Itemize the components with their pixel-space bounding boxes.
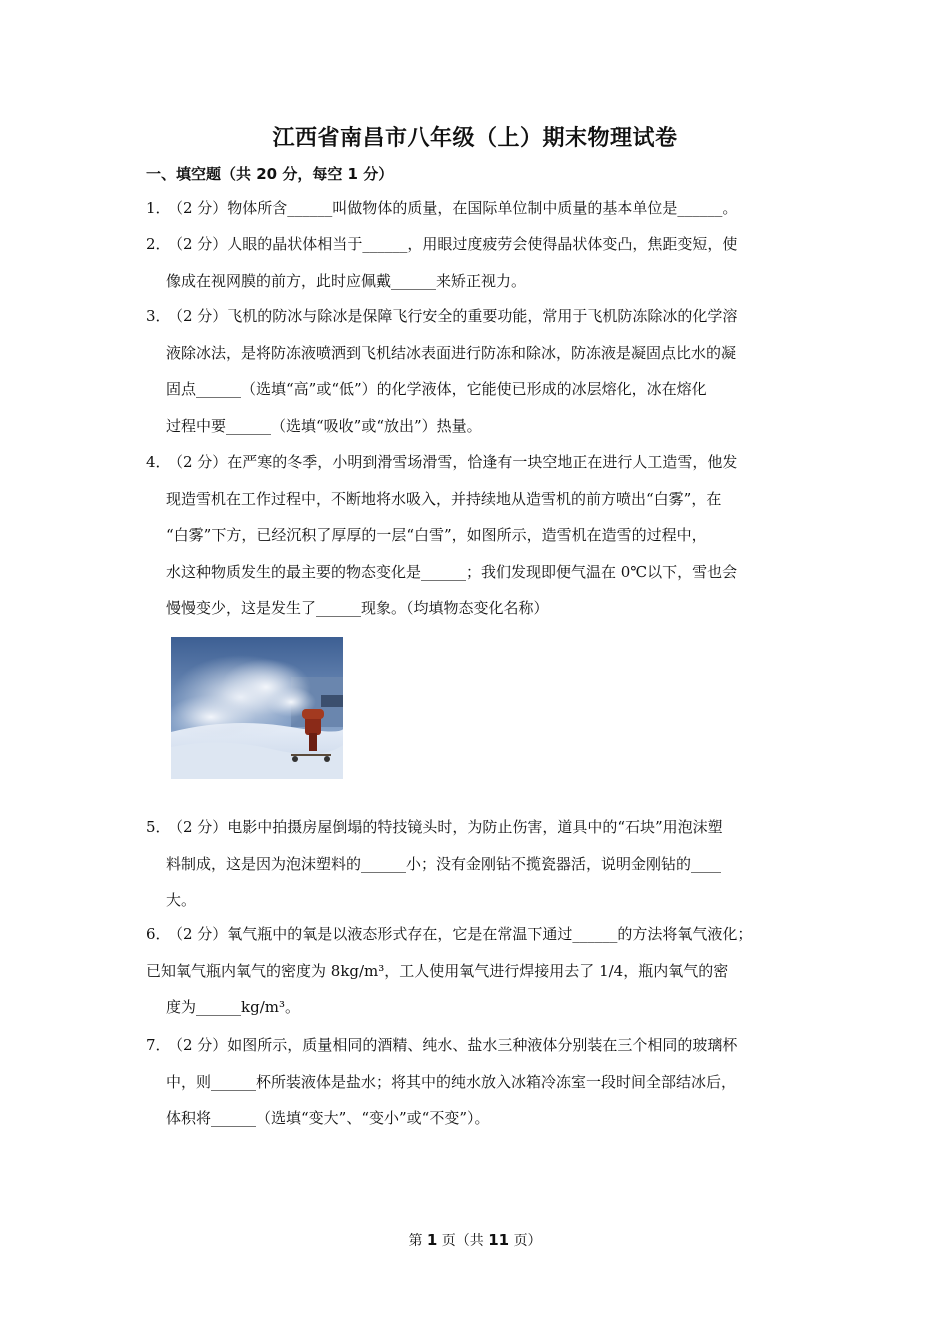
question-line: 体积将______（选填“变大”、“变小”或“不变”）。 xyxy=(166,1109,490,1127)
question-number: 2． xyxy=(146,235,171,253)
question-line: （2 分）在严寒的冬季，小明到滑雪场滑雪，恰逢有一块空地正在进行人工造雪，他发 xyxy=(168,453,738,471)
question-number: 4． xyxy=(146,453,171,471)
question-line: 固点______（选填“高”或“低”）的化学液体，它能使已形成的冰层熔化，冰在熔化 xyxy=(166,380,707,398)
question-line: 过程中要______（选填“吸收”或“放出”）热量。 xyxy=(166,416,482,435)
question-line: 度为______kg/m³。 xyxy=(166,998,300,1016)
question-number: 7． xyxy=(146,1036,171,1054)
question-line: 料制成，这是因为泡沫塑料的______小；没有金刚钻不揽瓷器活，说明金刚钻的____ xyxy=(166,854,722,873)
question-number: 6． xyxy=(146,925,171,943)
question-4 xyxy=(146,444,811,627)
question-line: 已知氧气瓶内氧气的密度为 8kg/m³，工人使用氧气进行焊接用去了 1/4，瓶内氧气的密 xyxy=(146,961,729,980)
question-1 xyxy=(146,190,811,227)
question-line: 大。 xyxy=(166,891,197,909)
section-heading: 一、填空题（共 20 分，每空 1 分） xyxy=(146,165,394,183)
question-number: 1． xyxy=(146,199,171,217)
question-7 xyxy=(146,1027,811,1137)
page-title: 江西省南昌市八年级（上）期末物理试卷 xyxy=(272,126,678,151)
question-line: （2 分）人眼的晶状体相当于______，用眼过度疲劳会使得晶状体变凸，焦距变短，使 xyxy=(168,235,738,253)
question-line: 水这种物质发生的最主要的物态变化是______；我们发现即便气温在 0℃以下，雪也会 xyxy=(166,562,738,581)
question-number: 5． xyxy=(146,818,171,836)
question-number: 3． xyxy=(146,307,171,325)
snowmaking-photo xyxy=(171,637,343,779)
question-line: 现造雪机在工作过程中，不断地将水吸入，并持续地从造雪机的前方喷出“白雾”，在 xyxy=(166,489,722,508)
question-2 xyxy=(146,226,811,299)
question-5 xyxy=(146,809,811,919)
question-line: （2 分）电影中拍摄房屋倒塌的特技镜头时，为防止伤害，道具中的“石块”用泡沫塑 xyxy=(168,818,723,836)
question-line: （2 分）如图所示，质量相同的酒精、纯水、盐水三种液体分别装在三个相同的玻璃杯 xyxy=(168,1036,738,1054)
question-line: 液除冰法，是将防冻液喷洒到飞机结冰表面进行防冻和除冰，防冻液是凝固点比水的凝 xyxy=(166,343,737,362)
footer-mid: 页（共 xyxy=(441,1233,484,1249)
question-line: （2 分）飞机的防冰与除冰是保障飞行安全的重要功能，常用于飞机防冻除冰的化学溶 xyxy=(168,307,738,325)
question-line: 像成在视网膜的前方，此时应佩戴______来矫正视力。 xyxy=(166,271,527,290)
page-footer xyxy=(0,1230,950,1250)
footer-total-pages: 11 xyxy=(488,1231,510,1249)
footer-suffix: 页） xyxy=(513,1233,542,1249)
footer-page-number: 1 xyxy=(426,1231,438,1249)
question-line: 中，则______杯所装液体是盐水；将其中的纯水放入冰箱冷冻室一段时间全部结冰后， xyxy=(166,1072,737,1091)
footer-prefix: 第 xyxy=(408,1233,423,1249)
question-6 xyxy=(146,916,811,1026)
question-line: （2 分）氧气瓶中的氧是以液态形式存在，它是在常温下通过______的方法将氧气液化； xyxy=(168,925,753,943)
question-line: “白雾”下方，已经沉积了厚厚的一层“白雪”，如图所示，造雪机在造雪的过程中， xyxy=(166,526,707,544)
question-line: 慢慢变少，这是发生了______现象。（均填物态变化名称） xyxy=(166,599,549,617)
question-line: （2 分）物体所含______叫做物体的质量，在国际单位制中质量的基本单位是______。 xyxy=(168,199,738,217)
question-3 xyxy=(146,298,811,444)
